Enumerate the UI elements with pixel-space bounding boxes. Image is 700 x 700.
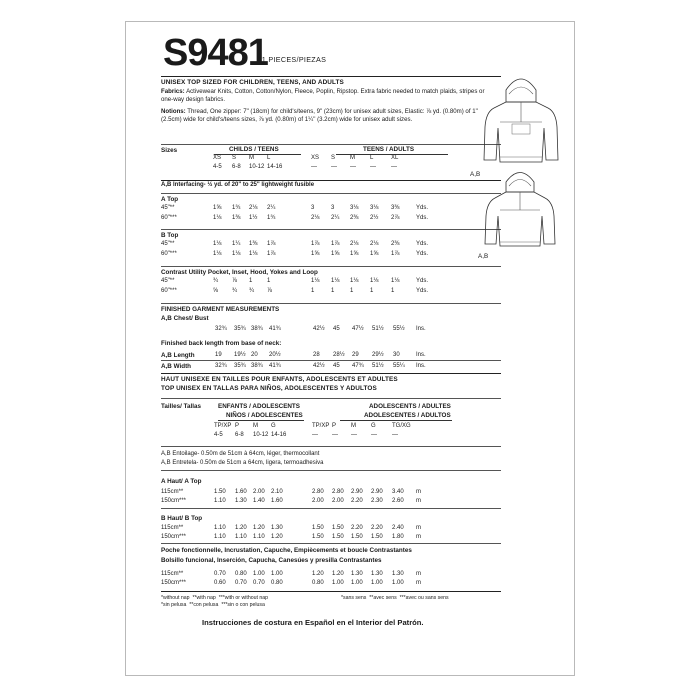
fr-b-115-unit: m (416, 525, 421, 531)
en-c-60-cell: 1 (370, 288, 374, 294)
poche-divider (161, 543, 501, 544)
en-a-45-cell: 3 (331, 205, 335, 211)
en-b-60-cell: 1⅝ (331, 251, 340, 257)
fr-b-150-unit: m (416, 534, 421, 540)
fn-es-2: **con pelusa (189, 602, 219, 608)
en-size-cell: S (331, 155, 336, 161)
en-c-45-cell: ⅞ (232, 278, 238, 284)
en-width-cell: 51½ (372, 363, 384, 369)
french-title: HAUT UNISEXE EN TAILLES POUR ENFANTS, ADOLESCENTS ET ADULTES (161, 376, 398, 383)
en-b-45-cell: 1¼ (232, 241, 241, 247)
en-a-45-cell: 2⅛ (249, 205, 258, 211)
b-top-label: B Top (161, 232, 179, 239)
interfacing-line: A,B Interfacing- ½ yd. of 20" to 25" lightweight fusible (161, 182, 315, 188)
fr-a-150-cell: 2.20 (351, 498, 363, 504)
en-b-45-cell: 2⅜ (391, 241, 400, 247)
en-c-45-cell: 1⅛ (331, 278, 340, 284)
en-a-60-cell: 1⅛ (213, 215, 222, 221)
fr-size-cell: M (351, 423, 356, 429)
fr-c-150-label: 150cm*** (161, 580, 187, 586)
en-chest-cell: 51½ (372, 326, 384, 332)
fr-c-115-cell: 1.00 (253, 571, 265, 577)
fr-a-150-cell: 2.00 (312, 498, 324, 504)
fr-c-150-cell: 0.80 (312, 580, 324, 586)
en-chest-cell: 35¾ (234, 326, 246, 332)
fn-es-3: ***sin o con pelusa (221, 602, 265, 608)
en-length-cell: 30 (393, 352, 400, 358)
fr-a-150-cell: 1.10 (214, 498, 226, 504)
fr-b-115-cell: 1.50 (332, 525, 344, 531)
en-a-60-cell: 1½ (249, 215, 258, 221)
adolescentes-underline (340, 420, 452, 421)
fr-c-115-cell: 1.20 (332, 571, 344, 577)
fr-b-115-cell: 1.20 (253, 525, 265, 531)
en-c-45-cell: 1 (249, 278, 253, 284)
en-c-45-cell: 1⅛ (391, 278, 400, 284)
en-a-45-cell: 3⅛ (350, 205, 359, 211)
en-b-60-unit: Yds. (416, 251, 429, 257)
fr-c-150-cell: 0.70 (235, 580, 247, 586)
pattern-code: S9481 (163, 32, 268, 74)
fr-b-150-cell: 1.10 (235, 534, 247, 540)
en-b-45-cell: 1⅛ (213, 241, 222, 247)
en-width-cell: 42½ (313, 363, 325, 369)
fr-a-150-cell: 2.00 (332, 498, 344, 504)
en-chest-cell: 55½ (393, 326, 405, 332)
en-chest-unit: Ins. (416, 326, 426, 332)
childs-teens-underline (214, 154, 301, 155)
hoodie-sketch-bottom (478, 166, 563, 256)
fr-b-150-cell: 1.50 (351, 534, 363, 540)
en-length-cell: 20 (251, 352, 258, 358)
fr-range-cell: — (392, 432, 398, 438)
fr-c-150-cell: 1.00 (351, 580, 363, 586)
en-b-45-cell: 1⅞ (331, 241, 340, 247)
fr-a-115-cell: 3.40 (392, 489, 404, 495)
fr-size-cell: G (371, 423, 376, 429)
en-b-45-label: 45"** (161, 241, 175, 247)
en-size-cell: L (370, 155, 374, 161)
entoilage-line (161, 451, 319, 457)
en-c-60-cell: ⅞ (267, 288, 273, 294)
en-range-cell: — (350, 164, 356, 170)
en-a-60-cell: 1⅜ (232, 215, 241, 221)
b-haut-label: B Haut/ B Top (161, 515, 203, 522)
fr-b-115-cell: 1.10 (214, 525, 226, 531)
fr-c-115-label: 115cm** (161, 571, 184, 577)
en-width-cell: 45 (333, 363, 340, 369)
en-range-cell: — (370, 164, 376, 170)
adolescents-heading: ADOLESCENTS / ADULTES (369, 403, 451, 410)
fr-a-150-cell: 1.30 (235, 498, 247, 504)
fr-size-cell: P (235, 423, 240, 429)
en-c-60-cell: ¾ (249, 288, 255, 294)
en-a-60-cell: 2⅛ (311, 215, 320, 221)
en-b-45-unit: Yds. (416, 241, 429, 247)
adolescentes-heading: ADOLESCENTES / ADULTOS (364, 412, 451, 419)
ninos-heading: NIÑOS / ADOLESCENTES (226, 412, 303, 419)
finished-label: FINISHED GARMENT MEASUREMENTS (161, 306, 280, 313)
fr-a-115-cell: 2.00 (253, 489, 265, 495)
fr-c-150-cell: 0.60 (214, 580, 226, 586)
fr-b-150-label: 150cm*** (161, 534, 187, 540)
en-chest-cell: 45 (333, 326, 340, 332)
en-b-45-cell: 1⅞ (311, 241, 320, 247)
en-size-cell: XS (311, 155, 320, 161)
en-length-unit: Ins. (416, 352, 426, 358)
fr-b-115-cell: 2.20 (351, 525, 363, 531)
sizes-divider (161, 144, 501, 145)
notions-list: Thread, One zipper: 7" (18cm) for child's/teens, 9" (23cm) for unisex adult sizes, Elastic: ⅞ yd. (0.80m) of 1" (2.5cm) wide for child's/teens sizes, ⅞ yd. (0.80m) of 1¼" (3.2cm) wide for unisex adult sizes. (161, 108, 478, 124)
fn-en-1: *without nap (161, 595, 190, 601)
en-size-cell: M (350, 155, 355, 161)
chest-label: A,B Chest/ Bust (161, 315, 209, 322)
hoodie-sketch-top (476, 72, 566, 172)
a-top-label: A Top (161, 196, 179, 203)
en-a-45-cell: 3⅜ (391, 205, 400, 211)
en-b-60-cell: 1⅛ (232, 251, 241, 257)
fr-range-cell: 10-12 (253, 432, 269, 438)
footnote-en (161, 595, 268, 601)
en-width-cell: 32¾ (215, 363, 227, 369)
en-width-cell: 35¾ (234, 363, 246, 369)
en-b-45-cell: 1⅜ (249, 241, 258, 247)
fn-fr-2: **avec sens (369, 595, 397, 601)
en-chest-cell: 47½ (352, 326, 364, 332)
en-c-60-cell: 1 (350, 288, 354, 294)
fr-a-115-label: 115cm** (161, 489, 184, 495)
notions-text (161, 108, 493, 124)
entretela-line (161, 460, 323, 466)
en-size-cell: XS (213, 155, 222, 161)
fr-size-cell: TP/XP (214, 423, 232, 429)
en-c-60-cell: 1 (311, 288, 315, 294)
childs-teens-heading: CHILDS / TEENS (229, 146, 279, 153)
en-c-45-label: 45"** (161, 278, 175, 284)
fr-range-cell: 6-8 (235, 432, 244, 438)
fr-a-115-cell: 2.90 (351, 489, 363, 495)
enfants-heading: ENFANTS / ADOLESCENTS (218, 403, 300, 410)
fr-c-150-cell: 1.00 (332, 580, 344, 586)
en-b-60-cell: 1⅝ (370, 251, 379, 257)
en-width-cell: 55¼ (393, 363, 405, 369)
sketch-label-bottom: A,B (478, 253, 489, 260)
fr-range-cell: — (351, 432, 357, 438)
contrast-label: Contrast Utility Pocket, Inset, Hood, Yokes and Loop (161, 269, 318, 276)
en-c-60-unit: Yds. (416, 288, 429, 294)
b-haut-divider (161, 508, 501, 509)
en-length-cell: 19½ (234, 352, 246, 358)
en-b-60-cell: 1⅛ (249, 251, 258, 257)
english-title: UNISEX TOP SIZED FOR CHILDREN, TEENS, AND ADULTS (161, 79, 344, 86)
en-c-45-cell: ¾ (213, 278, 219, 284)
fr-a-150-cell: 2.60 (392, 498, 404, 504)
en-c-60-cell: ⅝ (213, 288, 219, 294)
en-a-45-label: 45"** (161, 205, 175, 211)
fn-fr-3: ***avec ou sans sens (399, 595, 449, 601)
en-a-60-cell: 2⅜ (350, 215, 359, 221)
en-size-cell: L (267, 155, 271, 161)
fr-b-150-cell: 1.10 (214, 534, 226, 540)
en-b-45-cell: 2⅛ (370, 241, 379, 247)
footnote-divider (161, 591, 501, 592)
french-divider (161, 373, 501, 374)
fr-c-115-cell: 1.30 (392, 571, 404, 577)
fn-es-1: *sin pelusa (161, 602, 187, 608)
en-c-45-unit: Yds. (416, 278, 429, 284)
fr-c-150-unit: m (416, 580, 421, 586)
en-c-60-label: 60"*** (161, 288, 177, 294)
en-length-cell: 29½ (372, 352, 384, 358)
en-chest-cell: 41¾ (269, 326, 281, 332)
en-range-cell: 10-12 (249, 164, 265, 170)
fr-c-150-cell: 0.80 (271, 580, 283, 586)
fr-size-cell: TP/XP (312, 423, 330, 429)
fr-range-cell: — (371, 432, 377, 438)
en-a-45-cell: 3⅛ (370, 205, 379, 211)
en-width-unit: Ins. (416, 363, 426, 369)
fr-range-cell: 14-16 (271, 432, 287, 438)
spanish-title: TOP UNISEX EN TALLAS PARA NIÑOS, ADOLESCENTES Y ADULTOS (161, 385, 377, 392)
fr-b-150-cell: 1.50 (332, 534, 344, 540)
fr-a-150-cell: 2.30 (371, 498, 383, 504)
fr-a-115-cell: 1.60 (235, 489, 247, 495)
en-b-45-cell: 2⅛ (350, 241, 359, 247)
en-a-45-cell: 3 (311, 205, 315, 211)
fr-a-150-cell: 1.60 (271, 498, 283, 504)
en-range-cell: 14-16 (267, 164, 283, 170)
en-a-60-cell: 1¾ (267, 215, 276, 221)
fr-b-115-cell: 1.50 (312, 525, 324, 531)
tailles-label: Tailles/ Tallas (161, 403, 202, 410)
en-c-60-cell: 1 (391, 288, 395, 294)
fr-b-115-label: 115cm** (161, 525, 184, 531)
length-label: A,B Length (161, 352, 195, 359)
en-a-60-label: 60"*** (161, 215, 177, 221)
fr-c-150-cell: 1.00 (392, 580, 404, 586)
en-a-45-cell: 1¾ (232, 205, 241, 211)
fr-b-150-cell: 1.80 (392, 534, 404, 540)
en-size-cell: S (232, 155, 237, 161)
fr-a-115-cell: 2.10 (271, 489, 283, 495)
fr-range-cell: — (312, 432, 318, 438)
entoilage-text: A,B Entoilage- 0.50m de 51cm à 64cm, léger, thermocollant (161, 451, 320, 457)
sketch-label-top: A,B (470, 171, 481, 178)
en-range-cell: — (311, 164, 317, 170)
en-length-cell: 28½ (333, 352, 345, 358)
pieces-count: 11 PIECES/PIEZAS (258, 55, 327, 64)
header-divider (161, 76, 501, 77)
fr-c-115-cell: 1.30 (371, 571, 383, 577)
fr-a-150-label: 150cm*** (161, 498, 187, 504)
fr-a-115-cell: 2.80 (312, 489, 324, 495)
interfacing-divider (161, 180, 501, 181)
fabrics-list: Activewear Knits, Cotton, Cotton/Nylon, Fleece, Poplin, Ripstop. Extra fabric needed to match plaids, stripes or one-way design fabrics. (161, 88, 485, 104)
en-chest-cell: 42½ (313, 326, 325, 332)
en-width-cell: 38¾ (251, 363, 263, 369)
en-a-45-cell: 1⅝ (213, 205, 222, 211)
b-top-divider (161, 229, 501, 230)
fabrics-text (161, 88, 493, 104)
ninos-underline (218, 420, 304, 421)
en-a-60-cell: 2¼ (331, 215, 340, 221)
en-b-60-cell: 1⅝ (350, 251, 359, 257)
en-length-cell: 29 (352, 352, 359, 358)
fn-fr-1: *sans sens (341, 595, 367, 601)
en-b-60-cell: 1⅞ (391, 251, 400, 257)
contrast-divider (161, 266, 501, 267)
en-length-cell: 19 (215, 352, 222, 358)
entoilage-divider (161, 446, 501, 447)
fr-a-115-cell: 2.80 (332, 489, 344, 495)
fr-a-150-cell: 1.40 (253, 498, 265, 504)
back-length-label: Finished back length from base of neck: (161, 340, 282, 347)
en-a-60-cell: 2½ (370, 215, 379, 221)
en-b-60-cell: 1⅛ (213, 251, 222, 257)
footnote-fr (341, 595, 449, 601)
fr-range-cell: — (332, 432, 338, 438)
fr-b-150-cell: 1.10 (253, 534, 265, 540)
en-b-60-cell: 1⅞ (267, 251, 276, 257)
en-chest-cell: 38¾ (251, 326, 263, 332)
fr-a-115-cell: 2.90 (371, 489, 383, 495)
entretela-text: A,B Entretela- 0.50m de 51cm a 64cm, ligera, termoadhesiva (161, 460, 324, 466)
fr-b-150-cell: 1.50 (312, 534, 324, 540)
en-a-60-unit: Yds. (416, 215, 429, 221)
tailles-divider (161, 398, 501, 399)
fr-b-115-cell: 2.20 (371, 525, 383, 531)
en-a-45-cell: 2¼ (267, 205, 276, 211)
fn-en-2: **with nap (192, 595, 216, 601)
notions-label: Notions: (161, 108, 186, 115)
fr-c-115-cell: 1.20 (312, 571, 324, 577)
en-length-cell: 20½ (269, 352, 281, 358)
fn-en-3: ***with or without nap (218, 595, 269, 601)
spanish-instructions: Instrucciones de costura en Español en el Interior del Patrón. (202, 618, 424, 627)
en-size-cell: XL (391, 155, 399, 161)
en-width-cell: 47¾ (352, 363, 364, 369)
fr-size-cell: TG/XG (392, 423, 411, 429)
en-c-45-cell: 1⅛ (311, 278, 320, 284)
en-b-60-label: 60"*** (161, 251, 177, 257)
fr-a-115-cell: 1.50 (214, 489, 226, 495)
fr-b-150-cell: 1.50 (371, 534, 383, 540)
en-c-45-cell: 1⅛ (350, 278, 359, 284)
en-size-cell: M (249, 155, 254, 161)
teens-adults-heading: TEENS / ADULTS (363, 146, 415, 153)
en-width-cell: 41¾ (269, 363, 281, 369)
en-range-cell: — (391, 164, 397, 170)
fabrics-label: Fabrics: (161, 88, 185, 95)
footnote-es (161, 602, 265, 608)
fr-b-115-cell: 1.20 (235, 525, 247, 531)
fr-b-115-cell: 1.30 (271, 525, 283, 531)
fr-c-150-cell: 0.70 (253, 580, 265, 586)
fr-c-150-cell: 1.00 (371, 580, 383, 586)
en-length-cell: 28 (313, 352, 320, 358)
pattern-envelope-back (125, 21, 575, 676)
a-top-divider (161, 193, 501, 194)
en-range-cell: 6-8 (232, 164, 241, 170)
fr-size-cell: M (253, 423, 258, 429)
fr-b-150-cell: 1.20 (271, 534, 283, 540)
fr-size-cell: G (271, 423, 276, 429)
fr-c-115-cell: 1.00 (271, 571, 283, 577)
poche-es-label: Bolsillo funcional, Inserción, Capucha, Canesúes y presilla Contrastantes (161, 557, 382, 564)
finished-divider (161, 303, 501, 304)
width-label: A,B Width (161, 363, 192, 370)
fr-b-115-cell: 2.40 (392, 525, 404, 531)
fr-a-115-unit: m (416, 489, 421, 495)
en-range-cell: 4-5 (213, 164, 222, 170)
fr-c-115-cell: 0.80 (235, 571, 247, 577)
en-chest-cell: 32¾ (215, 326, 227, 332)
en-a-60-cell: 2⅞ (391, 215, 400, 221)
fr-range-cell: 4-5 (214, 432, 223, 438)
en-a-45-unit: Yds. (416, 205, 429, 211)
en-c-45-cell: 1 (267, 278, 271, 284)
fr-a-150-unit: m (416, 498, 421, 504)
a-haut-divider (161, 470, 501, 471)
fr-size-cell: P (332, 423, 337, 429)
en-range-cell: — (331, 164, 337, 170)
en-c-60-cell: ¾ (232, 288, 238, 294)
a-haut-label: A Haut/ A Top (161, 478, 202, 485)
en-c-60-cell: 1 (331, 288, 335, 294)
poche-fr-label: Poche fonctionnelle, Incrustation, Capuche, Empiècements et boucle Contrastantes (161, 547, 412, 554)
fr-c-115-cell: 1.30 (351, 571, 363, 577)
fr-c-115-unit: m (416, 571, 421, 577)
length-divider (161, 360, 501, 361)
en-b-45-cell: 1⅞ (267, 241, 276, 247)
en-c-45-cell: 1⅛ (370, 278, 379, 284)
en-b-60-cell: 1⅝ (311, 251, 320, 257)
sizes-label: Sizes (161, 147, 178, 154)
fr-c-115-cell: 0.70 (214, 571, 226, 577)
